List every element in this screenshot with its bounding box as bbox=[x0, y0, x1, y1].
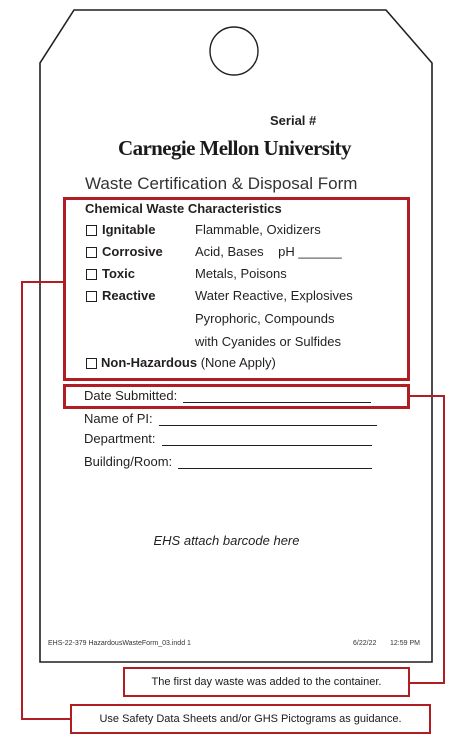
university-logo: Carnegie Mellon University bbox=[118, 136, 351, 160]
reactive-label: Reactive bbox=[102, 288, 156, 303]
barcode-note: EHS attach barcode here bbox=[153, 533, 300, 548]
ignitable-label: Ignitable bbox=[102, 222, 156, 237]
reactive-desc-line2: Pyrophoric, Compounds bbox=[195, 311, 335, 326]
date-submitted-label: Date Submitted: bbox=[84, 388, 178, 403]
non-hazardous-checkbox[interactable] bbox=[86, 358, 97, 369]
department-label: Department: bbox=[84, 431, 156, 446]
serial-label: Serial # bbox=[270, 113, 317, 128]
corrosive-desc: Acid, Bases pH ______ bbox=[195, 244, 342, 259]
reactive-desc: Water Reactive, Explosives bbox=[195, 288, 353, 303]
non-hazardous-note: (None Apply) bbox=[200, 355, 276, 370]
name-of-pi-label: Name of PI: bbox=[84, 411, 153, 426]
date-submitted-field[interactable] bbox=[84, 388, 371, 403]
footer-time: 12:59 PM bbox=[390, 640, 420, 647]
toxic-checkbox[interactable] bbox=[86, 269, 97, 280]
toxic-desc: Metals, Poisons bbox=[195, 266, 287, 281]
characteristics-callout: Use Safety Data Sheets and/or GHS Pictograms as guidance. bbox=[70, 704, 431, 734]
reactive-checkbox[interactable] bbox=[86, 291, 97, 302]
building-room-line[interactable] bbox=[178, 456, 372, 469]
non-hazardous-row bbox=[101, 355, 276, 371]
name-of-pi-line[interactable] bbox=[159, 413, 377, 426]
building-room-field[interactable] bbox=[84, 454, 372, 469]
date-callout: The first day waste was added to the container. bbox=[123, 667, 410, 697]
department-line[interactable] bbox=[162, 433, 372, 446]
form-title: Waste Certification & Disposal Form bbox=[85, 174, 358, 193]
date-submitted-line[interactable] bbox=[183, 390, 371, 403]
corrosive-checkbox[interactable] bbox=[86, 247, 97, 258]
department-field[interactable] bbox=[84, 431, 372, 446]
footer-file: EHS-22-379 HazardousWasteForm_03.indd 1 bbox=[48, 640, 191, 647]
non-hazardous-label: Non-Hazardous bbox=[101, 355, 198, 370]
characteristics-title: Chemical Waste Characteristics bbox=[85, 201, 282, 216]
building-room-label: Building/Room: bbox=[84, 454, 173, 469]
ignitable-desc: Flammable, Oxidizers bbox=[195, 222, 321, 237]
corrosive-label: Corrosive bbox=[102, 244, 163, 259]
reactive-desc-line3: with Cyanides or Sulfides bbox=[195, 334, 341, 349]
toxic-label: Toxic bbox=[102, 266, 135, 281]
footer-date: 6/22/22 bbox=[353, 640, 377, 647]
name-of-pi-field[interactable] bbox=[84, 411, 377, 426]
ignitable-checkbox[interactable] bbox=[86, 225, 97, 236]
hole-icon bbox=[210, 27, 258, 75]
